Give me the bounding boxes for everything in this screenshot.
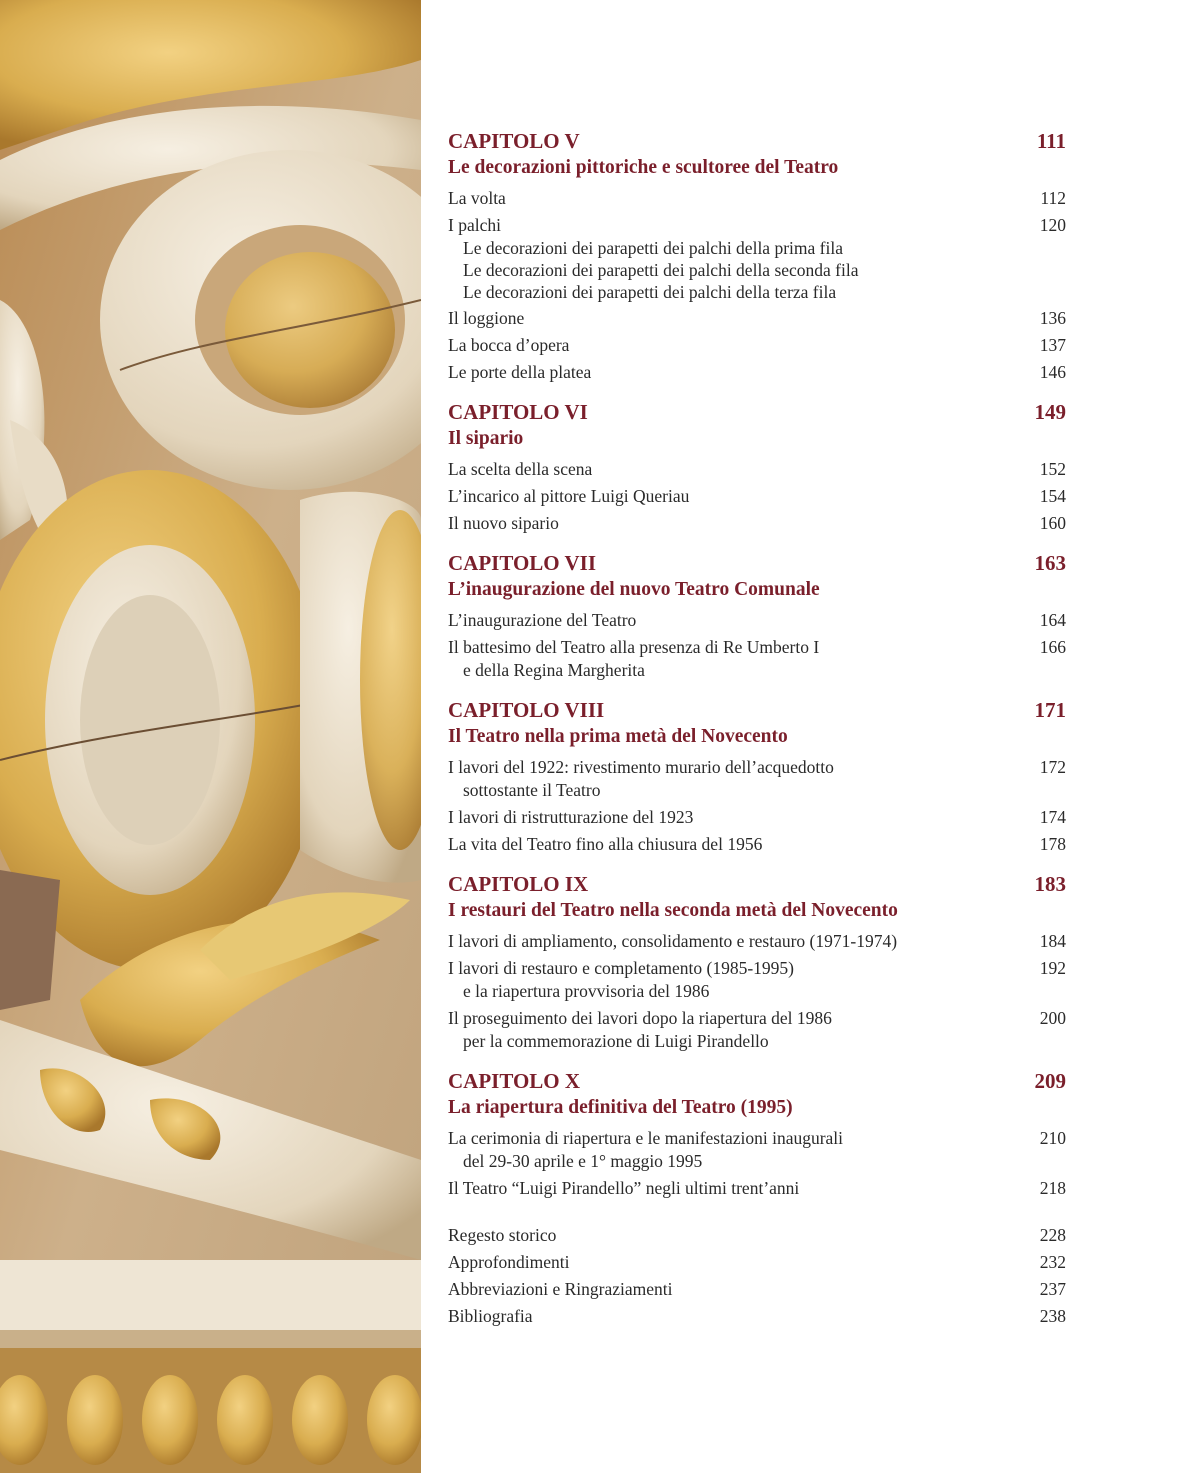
toc-entry	[448, 485, 1066, 508]
entry-title	[448, 806, 1026, 829]
toc-entry	[448, 512, 1066, 535]
chapter-section	[448, 871, 1066, 1053]
entry-page-number: 136	[1039, 308, 1066, 328]
chapter-label: CAPITOLO VII	[448, 551, 597, 575]
entry-page-number: 112	[1040, 188, 1066, 208]
entry-page-number: 174	[1039, 807, 1066, 827]
entry-title	[448, 187, 1026, 210]
toc-entry	[448, 1007, 1066, 1053]
chapter-heading	[448, 128, 1066, 155]
chapter-section	[448, 697, 1066, 856]
entry-page-number: 184	[1039, 931, 1066, 951]
chapter-page-number: 209	[1034, 1069, 1066, 1093]
chapter-heading	[448, 399, 1066, 426]
toc-entry	[448, 930, 1066, 953]
entry-text: Il Teatro “Luigi Pirandello” negli ultimi trent’anni	[448, 1178, 800, 1198]
entry-title	[448, 957, 1026, 1003]
entry-text-continued: del 29-30 aprile e 1° maggio 1995	[463, 1151, 703, 1171]
toc-entry	[448, 1127, 1066, 1173]
entry-title	[448, 1251, 1026, 1274]
toc-entry	[448, 756, 1066, 802]
toc-entry	[448, 636, 1066, 682]
toc-entry	[448, 361, 1066, 384]
toc-entry	[448, 957, 1066, 1003]
entry-title	[448, 1007, 1026, 1053]
entry-page-number: 152	[1039, 459, 1066, 479]
entry-page-number: 232	[1039, 1252, 1066, 1272]
entry-page-number: 238	[1039, 1306, 1066, 1326]
entry-title	[448, 1127, 1026, 1173]
entry-page-number: 210	[1039, 1128, 1066, 1148]
entry-page-number: 218	[1039, 1178, 1066, 1198]
entry-text-continued: sottostante il Teatro	[463, 780, 601, 800]
entry-title	[448, 636, 1026, 682]
entry-page-number: 160	[1039, 513, 1066, 533]
sub-entry: Le decorazioni dei parapetti dei palchi della seconda fila	[463, 260, 859, 280]
ornament-photo	[0, 0, 421, 1473]
sub-entry: Le decorazioni dei parapetti dei palchi della prima fila	[463, 238, 843, 258]
entry-page-number: 228	[1039, 1225, 1066, 1245]
toc-entry	[448, 307, 1066, 330]
entry-title	[448, 833, 1026, 856]
chapter-page-number: 183	[1034, 872, 1066, 896]
entry-page-number: 154	[1039, 486, 1066, 506]
chapter-label: CAPITOLO IX	[448, 872, 589, 896]
entry-text: Il nuovo sipario	[448, 513, 559, 533]
toc-entry	[448, 458, 1066, 481]
entry-text: I lavori di ampliamento, consolidamento e restauro (1971-1974)	[448, 931, 898, 951]
toc-entry	[448, 806, 1066, 829]
table-of-contents	[448, 128, 1066, 1328]
entry-title	[448, 214, 1026, 237]
entry-text: La vita del Teatro fino alla chiusura del 1956	[448, 834, 763, 854]
entry-page-number: 172	[1039, 757, 1066, 777]
entry-text-continued: e della Regina Margherita	[463, 660, 645, 680]
chapter-page-number: 111	[1036, 129, 1066, 153]
toc-entry	[448, 833, 1066, 856]
entry-page-number: 192	[1039, 958, 1066, 978]
entry-page-number: 200	[1039, 1008, 1066, 1028]
entry-text: I palchi	[448, 215, 501, 235]
chapter-heading	[448, 550, 1066, 577]
entry-page-number: 237	[1039, 1279, 1066, 1299]
entry-text: Regesto storico	[448, 1225, 557, 1245]
entry-page-number: 137	[1039, 335, 1066, 355]
toc-entry	[448, 334, 1066, 357]
entry-page-number: 120	[1039, 215, 1066, 235]
toc-entry	[448, 1177, 1066, 1200]
entry-page-number: 164	[1039, 610, 1066, 630]
chapter-label: CAPITOLO VI	[448, 400, 588, 424]
entry-text: L’incarico al pittore Luigi Queriau	[448, 486, 690, 506]
chapter-section	[448, 1068, 1066, 1200]
entry-text: La volta	[448, 188, 506, 208]
entry-title	[448, 485, 1026, 508]
toc-entry	[448, 214, 1066, 237]
entry-text: I lavori del 1922: rivestimento murario dell’acquedotto	[448, 757, 834, 777]
chapter-title: La riapertura definitiva del Teatro (1995)	[448, 1097, 793, 1118]
entry-text: I lavori di ristrutturazione del 1923	[448, 807, 694, 827]
entry-title	[448, 458, 1026, 481]
entry-text: Bibliografia	[448, 1306, 533, 1326]
entry-page-number: 166	[1039, 637, 1066, 657]
entry-page-number: 178	[1039, 834, 1066, 854]
entry-text: Il proseguimento dei lavori dopo la riapertura del 1986	[448, 1008, 832, 1028]
toc-entry	[448, 609, 1066, 632]
entry-title	[448, 1224, 1026, 1247]
chapter-label: CAPITOLO VIII	[448, 698, 605, 722]
entry-title	[448, 334, 1026, 357]
entry-text: La scelta della scena	[448, 459, 593, 479]
entry-title	[448, 512, 1026, 535]
entry-text: Il battesimo del Teatro alla presenza di Re Umberto I	[448, 637, 820, 657]
entry-title	[448, 361, 1026, 384]
toc-entry	[448, 1278, 1066, 1301]
chapter-section	[448, 399, 1066, 535]
entry-title	[448, 1278, 1026, 1301]
entry-title	[448, 609, 1026, 632]
toc-entry	[448, 1251, 1066, 1274]
entry-title	[448, 307, 1026, 330]
toc-entry	[448, 1305, 1066, 1328]
entry-title	[448, 756, 1026, 802]
chapter-heading	[448, 1068, 1066, 1095]
chapter-title: Il Teatro nella prima metà del Novecento	[448, 726, 788, 747]
chapter-title: I restauri del Teatro nella seconda metà del Novecento	[448, 900, 898, 921]
entry-text: I lavori di restauro e completamento (1985-1995)	[448, 958, 795, 978]
entry-text: Le porte della platea	[448, 362, 592, 382]
chapter-heading	[448, 871, 1066, 898]
entry-text: L’inaugurazione del Teatro	[448, 610, 637, 630]
chapter-page-number: 171	[1034, 698, 1066, 722]
entry-text: Abbreviazioni e Ringraziamenti	[448, 1279, 673, 1299]
toc-entry	[448, 187, 1066, 210]
entry-text: Il loggione	[448, 308, 525, 328]
entry-text-continued: e la riapertura provvisoria del 1986	[463, 981, 710, 1001]
toc-entry	[448, 1224, 1066, 1247]
chapter-title: Il sipario	[448, 428, 524, 449]
chapter-page-number: 163	[1034, 551, 1066, 575]
entry-title	[448, 1177, 1026, 1200]
back-matter	[448, 1224, 1066, 1328]
sub-entry: Le decorazioni dei parapetti dei palchi della terza fila	[463, 282, 837, 302]
chapter-label: CAPITOLO X	[448, 1069, 581, 1093]
entry-text: La bocca d’opera	[448, 335, 570, 355]
chapter-title: Le decorazioni pittoriche e scultoree del Teatro	[448, 157, 839, 178]
chapter-section	[448, 550, 1066, 682]
chapter-page-number: 149	[1034, 400, 1066, 424]
entry-title	[448, 930, 1026, 953]
chapter-label: CAPITOLO V	[448, 129, 580, 153]
chapter-title: L’inaugurazione del nuovo Teatro Comunale	[448, 579, 820, 600]
chapter-heading	[448, 697, 1066, 724]
entry-text: Approfondimenti	[448, 1252, 570, 1272]
chapter-section	[448, 128, 1066, 384]
entry-title	[448, 1305, 1026, 1328]
entry-page-number: 146	[1039, 362, 1066, 382]
entry-text: La cerimonia di riapertura e le manifestazioni inaugurali	[448, 1128, 844, 1148]
entry-text-continued: per la commemorazione di Luigi Pirandello	[463, 1031, 769, 1051]
